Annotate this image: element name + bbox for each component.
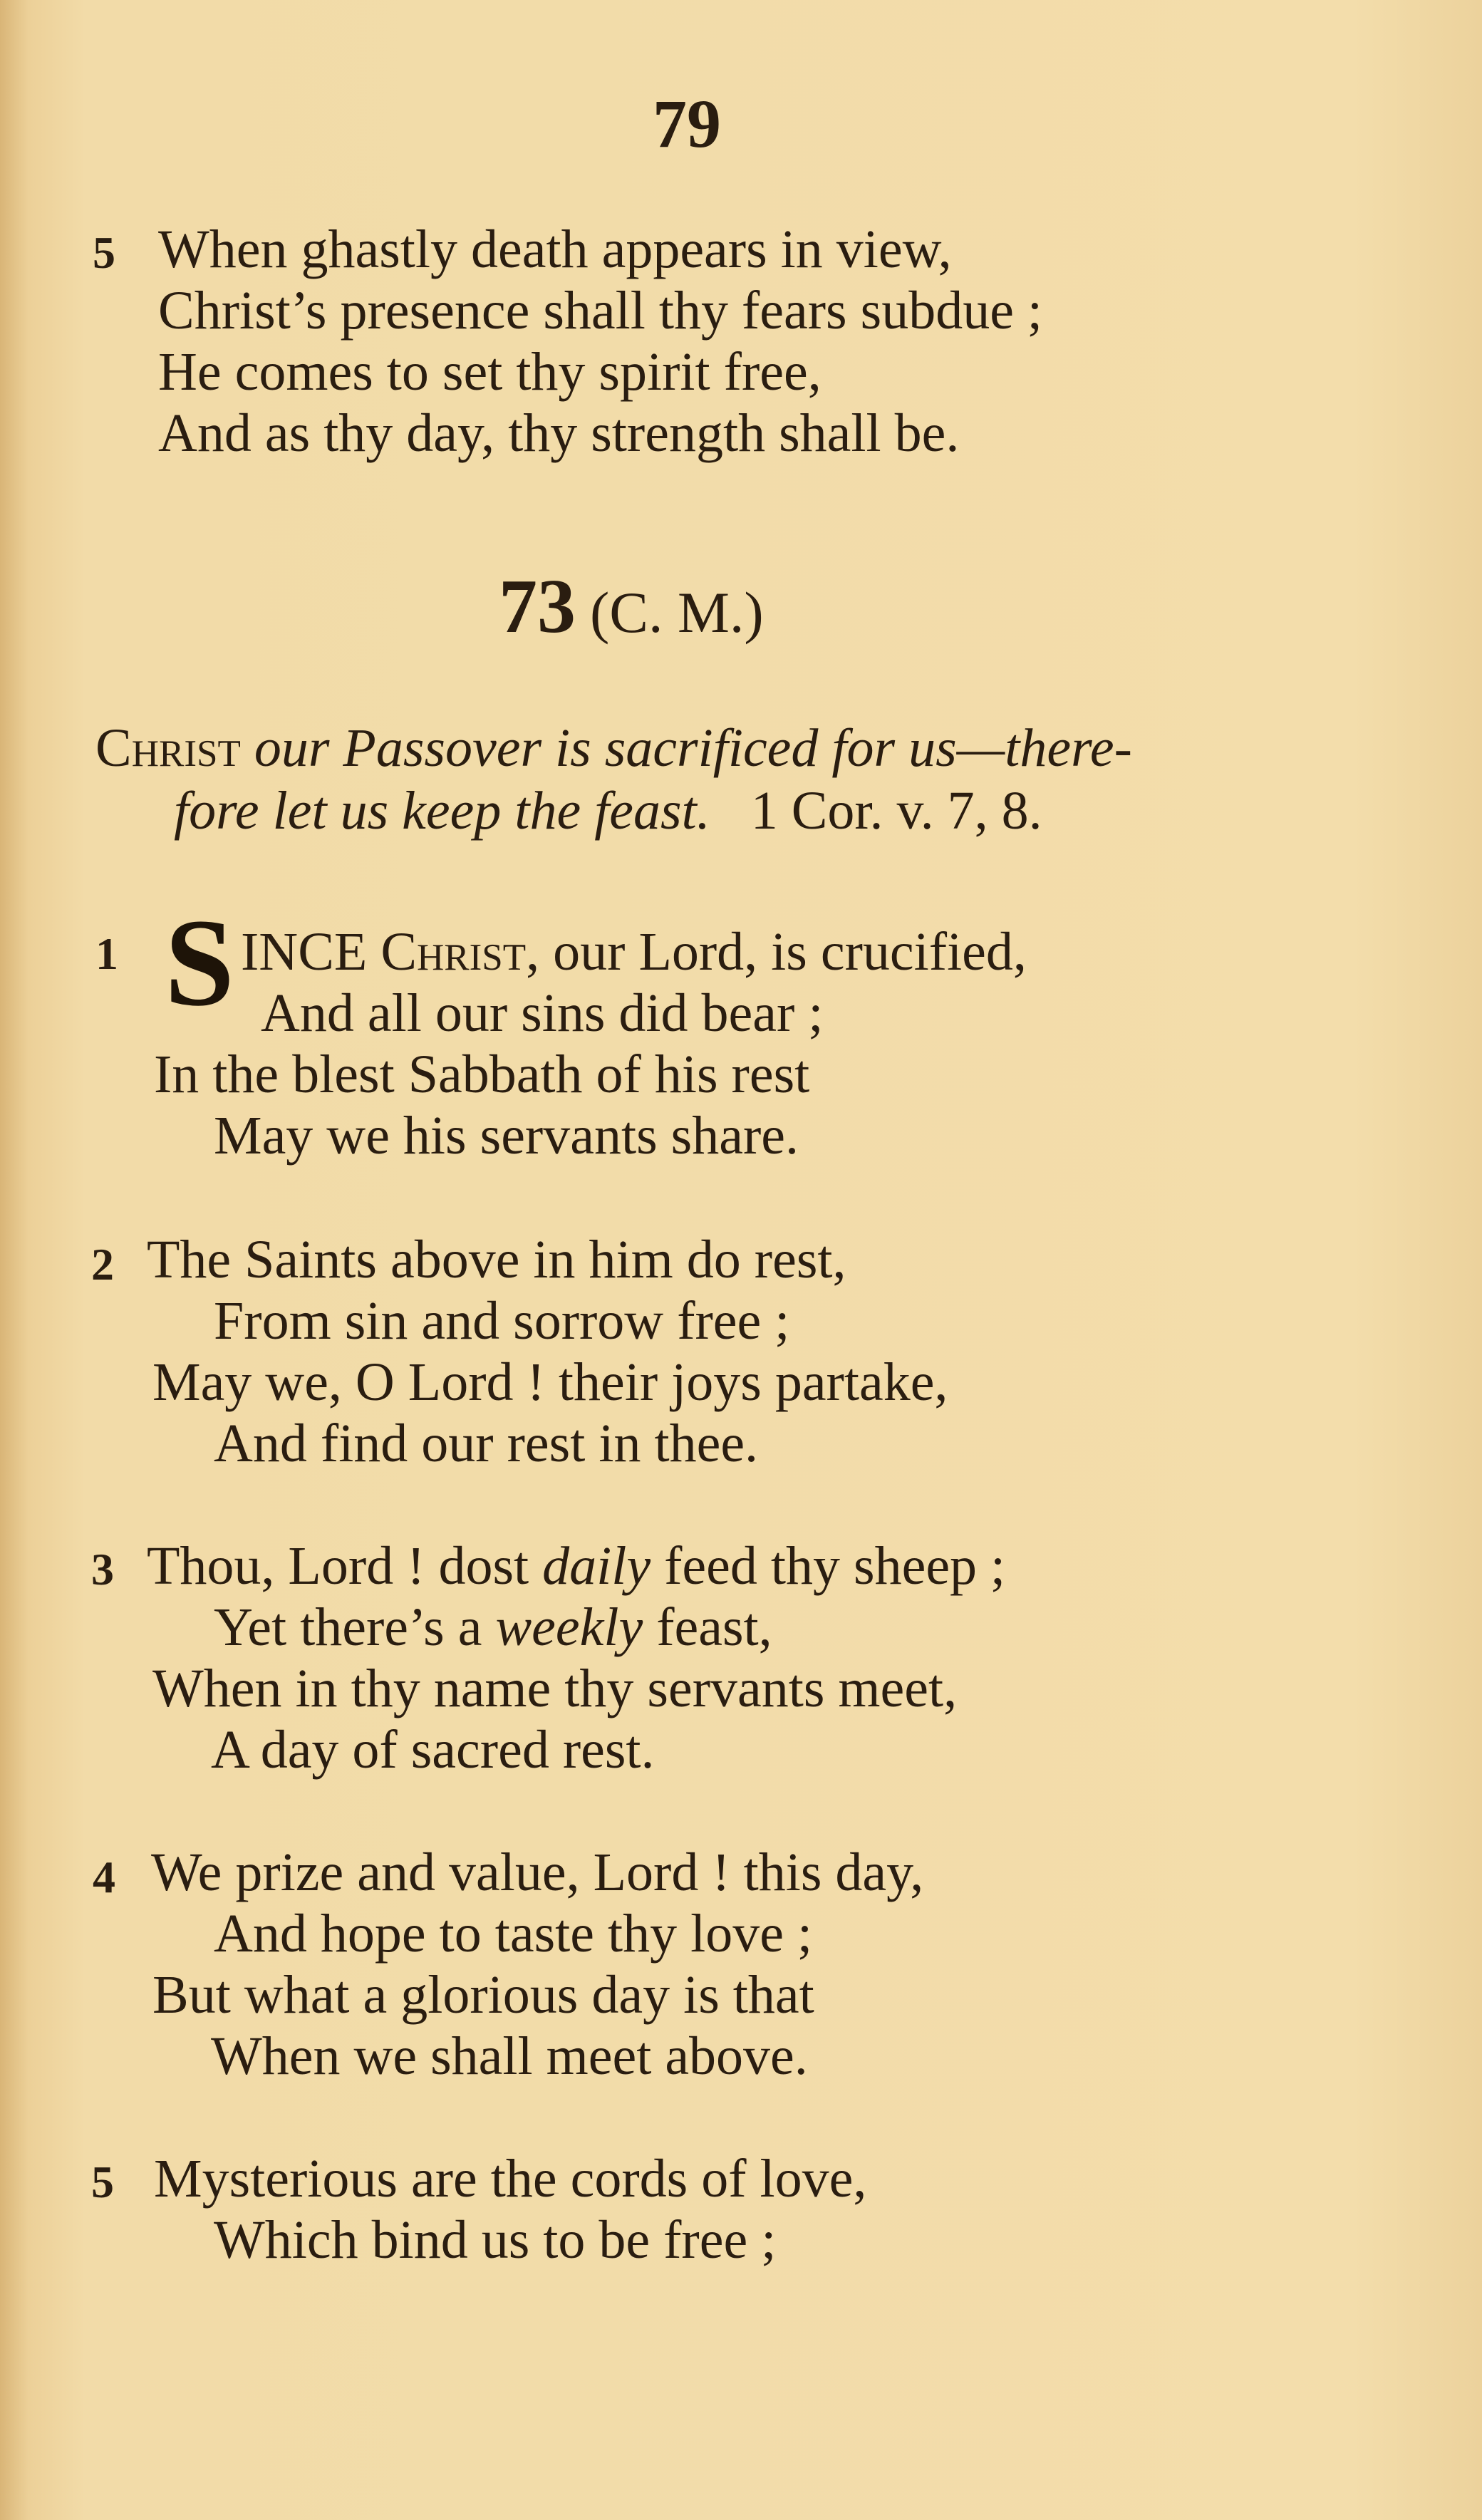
page-number: 79 [653,85,721,162]
verse-text: Yet there’s a [214,1597,482,1657]
verse-number: 5 [93,227,115,278]
verse-line: Christ’s presence shall thy fears subdue ; [158,281,1043,341]
verse-line: But what a glorious day is that [152,1965,814,2025]
drop-cap-continuation: INCE [241,922,368,982]
verse-number: 3 [91,1544,114,1595]
epigraph-lead: Christ [95,718,241,778]
verse-line: The Saints above in him do rest, [147,1230,846,1290]
hymn-title [499,563,764,651]
verse-line: He comes to set thy spirit free, [158,342,822,402]
verse-line: In the blest Sabbath of his rest [154,1044,810,1104]
verse-line: We prize and value, Lord ! this day, [151,1842,924,1902]
verse-line [214,1597,772,1657]
verse-line: From sin and sorrow free ; [214,1291,790,1351]
verse-text: feast, [656,1597,772,1657]
epigraph-text: our Passover is sacrificed for us—there- [254,718,1132,778]
verse-line: When in thy name thy servants meet, [152,1659,958,1718]
verse-line-rest: , our Lord, is crucified, [526,922,1027,982]
verse-line: And find our rest in thee. [214,1414,759,1473]
hymn-meter: (C. M.) [590,580,764,645]
scripture-reference: 1 Cor. v. 7, 8. [750,781,1042,841]
verse-line: A day of sacred rest. [211,1720,655,1780]
verse-line [147,1536,1006,1596]
name-christ: Christ [380,922,527,982]
drop-cap: S [165,893,234,1032]
hymn-number: 73 [499,564,576,649]
verse-line: Mysterious are the cords of love, [154,2149,867,2209]
verse-number: 1 [95,928,118,979]
verse-number: 2 [91,1239,114,1290]
epigraph-line [174,781,1042,841]
verse-line: And hope to taste thy love ; [214,1904,813,1964]
verse-text: Thou, Lord ! dost [147,1536,529,1596]
verse-line: May we, O Lord ! their joys partake, [152,1352,948,1412]
verse-line: And as thy day, thy strength shall be. [158,403,960,463]
verse-number: 4 [93,1852,115,1902]
verse-number: 5 [91,2157,114,2207]
verse-text-italic: daily [542,1536,651,1596]
epigraph-text: fore let us keep the feast. [174,781,710,841]
verse-text-italic: weekly [495,1597,643,1657]
epigraph-line [95,718,1132,778]
verse-text: feed thy sheep ; [664,1536,1006,1596]
verse-line: May we his servants share. [214,1106,799,1166]
verse-line [241,922,1027,982]
verse-line: When we shall meet above. [211,2026,808,2086]
verse-line: And all our sins did bear ; [261,983,824,1043]
verse-line: Which bind us to be free ; [214,2210,777,2270]
verse-line: When ghastly death appears in view, [158,219,952,279]
